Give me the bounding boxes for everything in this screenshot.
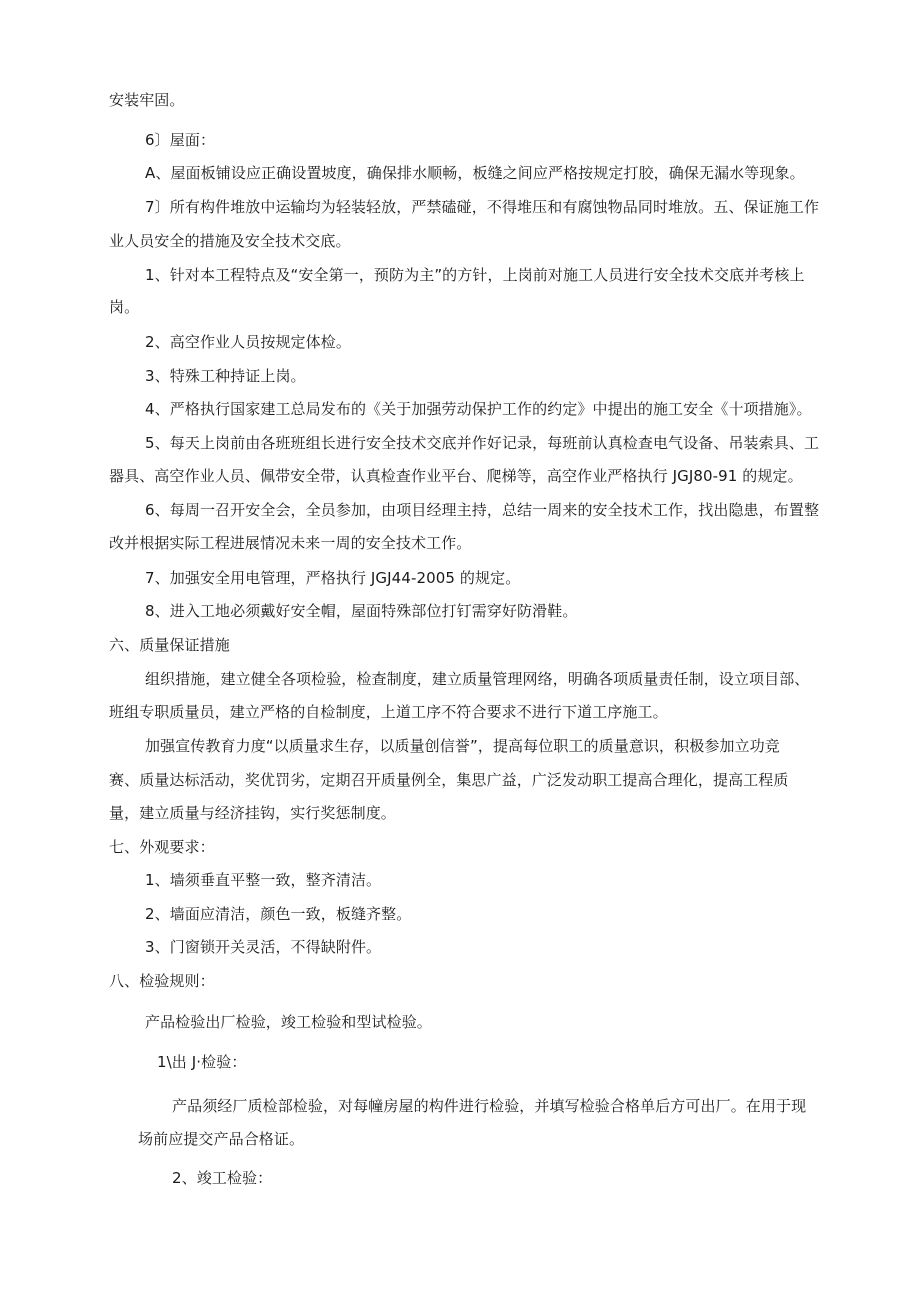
text-line: 4、严格执行国家建工总局发布的《关于加强劳动保护工作的约定》中提出的施工安全《十项措施》。 [145, 400, 812, 418]
text-line: A、屋面板铺设应正确设置坡度，确保排水顺畅，板缝之间应严格按规定打胶，确保无漏水等现象。 [145, 164, 805, 182]
text-line: 1、墙须垂直平整一致，整齐清洁。 [145, 871, 382, 889]
text-line: 加强宣传教育力度“以质量求生存，以质量创信誉”，提高每位职工的质量意识，积极参加立功竞 [145, 737, 780, 755]
text-line: 安装牢固。 [109, 91, 185, 109]
text-line: 5、每天上岗前由各班班组长进行安全技术交底并作好记录，每班前认真检查电气设备、吊装索具、工 [145, 434, 820, 452]
text-line: 器具、高空作业人员、佩带安全带，认真检查作业平台、爬梯等，高空作业严格执行 JGJ80-91 的规定。 [109, 467, 803, 485]
text-line: 7、加强安全用电管理，严格执行 JGJ44-2005 的规定。 [145, 569, 521, 587]
text-line: 组织措施，建立健全各项检验，检查制度，建立质量管理网络，明确各项质量责任制，设立项目部、 [145, 670, 810, 688]
section-heading: 六、质量保证措施 [109, 636, 230, 654]
text-line: 8、进入工地必须戴好安全帽，屋面特殊部位打钉需穿好防滑鞋。 [145, 602, 578, 620]
text-line: 量，建立质量与经济挂钩，实行奖惩制度。 [109, 804, 396, 822]
text-line: 岗。 [109, 298, 140, 316]
text-line: 1\出 J·检验： [157, 1053, 247, 1071]
text-line: 班组专职质量员，建立严格的自检制度，上道工序不符合要求不进行下道工序施工。 [109, 703, 668, 721]
text-line: 2、高空作业人员按规定体检。 [145, 333, 351, 351]
section-heading: 七、外观要求： [109, 838, 215, 856]
text-line: 1、针对本工程特点及“安全第一，预防为主”的方针，上岗前对施工人员进行安全技术交底并考核上 [145, 266, 805, 284]
text-line: 6〕屋面： [145, 131, 216, 149]
text-line: 3、门窗锁开关灵活，不得缺附件。 [145, 938, 382, 956]
text-line: 产品须经厂质检部检验，对每幢房屋的构件进行检验，并填写检验合格单后方可出厂。在用于现 [172, 1097, 807, 1115]
text-line: 产品检验出厂检验，竣工检验和型试检验。 [145, 1013, 432, 1031]
text-line: 赛、质量达标活动，奖优罚劣，定期召开质量例全，集思广益，广泛发动职工提高合理化，提高工程质 [109, 771, 789, 789]
text-line: 场前应提交产品合格证。 [138, 1130, 305, 1148]
text-line: 业人员安全的措施及安全技术交底。 [109, 232, 351, 250]
text-line: 3、特殊工种持证上岗。 [145, 367, 306, 385]
section-heading: 八、检验规则： [109, 972, 215, 990]
text-line: 6、每周一召开安全会，全员参加，由项目经理主持，总结一周来的安全技术工作，找出隐患，布置整 [145, 501, 820, 519]
text-line: 2、墙面应清洁，颜色一致，板缝齐整。 [145, 905, 412, 923]
text-line: 7〕所有构件堆放中运输均为轻装轻放，严禁磕碰，不得堆压和有腐蚀物品同时堆放。五、保证施工作 [145, 198, 820, 216]
text-line: 改并根据实际工程进展情况未来一周的安全技术工作。 [109, 534, 472, 552]
text-line: 2、竣工检验： [172, 1169, 273, 1187]
